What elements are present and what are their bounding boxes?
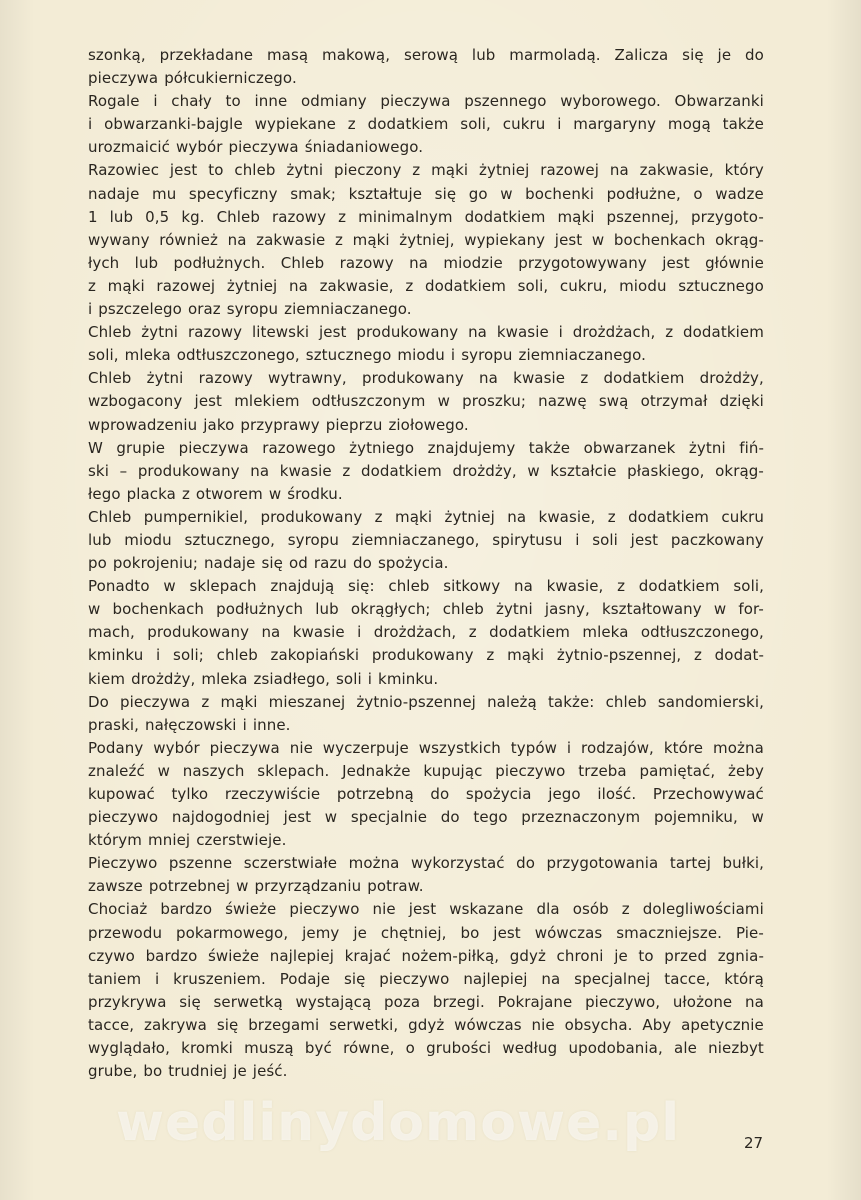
text-line: wywany również na zakwasie z mąki żytniej, wypiekany jest w bochenkach okrąg- bbox=[88, 230, 764, 249]
text-line: w bochenkach podłużnych lub okrągłych; chleb żytni jasny, kształtowany w for- bbox=[88, 600, 764, 619]
text-line: i obwarzanki-bajgle wypiekane z dodatkiem soli, cukru i margaryny mogą także bbox=[88, 115, 764, 134]
text-line: praski, nałęczowski i inne. bbox=[88, 715, 291, 734]
text-line: Do pieczywa z mąki mieszanej żytnio-pszennej należą także: chleb sandomierski, bbox=[88, 692, 764, 711]
text-line: zawsze potrzebnej w przyrządzaniu potraw. bbox=[88, 877, 424, 896]
text-line: Pieczywo pszenne sczerstwiałe można wykorzystać do przygotowania tartej bułki, bbox=[88, 854, 764, 873]
text-line: kupować tylko rzeczywiście potrzebną do spożycia jego ilość. Przechowywać bbox=[88, 785, 764, 803]
text-line: pieczywo najdogodniej jest w specjalnie do tego przeznaczonym pojemniku, w bbox=[88, 808, 764, 827]
text-line: znaleźć w naszych sklepach. Jednakże kupując pieczywo trzeba pamiętać, żeby bbox=[88, 761, 764, 780]
text-line: Razowiec jest to chleb żytni pieczony z mąki żytniej razowej na zakwasie, który bbox=[88, 161, 764, 180]
text-line: Chleb żytni razowy litewski jest produkowany na kwasie i drożdżach, z dodatkiem bbox=[88, 323, 764, 342]
text-line: którym mniej czerstwieje. bbox=[88, 831, 287, 850]
text-line: Chleb pumpernikiel, produkowany z mąki żytniej na kwasie, z dodatkiem cukru bbox=[88, 507, 764, 526]
text-line: wyglądało, kromki muszą być równe, o grubości według upodobania, ale niezbyt bbox=[88, 1039, 764, 1058]
text-line: przykrywa się serwetką wystającą poza brzegi. Pokrajane pieczywo, ułożone na bbox=[88, 992, 764, 1011]
text-line: łego placka z otworem w środku. bbox=[88, 484, 343, 503]
text-line: czywo bardzo świeże najlepiej krajać nożem-piłką, gdyż chroni je to przed zgnia- bbox=[88, 946, 764, 965]
text-line: kminku i soli; chleb zakopiański produkowany z mąki żytnio-pszennej, z dodat- bbox=[88, 646, 764, 665]
text-line: urozmaicić wybór pieczywa śniadaniowego. bbox=[88, 138, 424, 157]
page-number: 27 bbox=[744, 1134, 764, 1152]
text-line: łych lub podłużnych. Chleb razowy na miodzie przygotowywany jest głównie bbox=[88, 253, 764, 272]
text-line: wprowadzeniu jako przyprawy pieprzu ziołowego. bbox=[88, 415, 469, 434]
text-line: i pszczelego oraz syropu ziemniaczanego. bbox=[88, 300, 412, 319]
text-line: Chociaż bardzo świeże pieczywo nie jest wskazane dla osób z dolegliwościami bbox=[88, 900, 764, 919]
watermark: wedlinydomowe.pl bbox=[116, 1093, 681, 1153]
text-line: Ponadto w sklepach znajdują się: chleb sitkowy na kwasie, z dodatkiem soli, bbox=[88, 577, 764, 596]
text-line: lub miodu sztucznego, syropu ziemniaczanego, spirytusu i soli jest paczkowany bbox=[88, 530, 764, 549]
text-line: tacce, zakrywa się brzegami serwetki, gdyż wówczas nie obsycha. Aby apetycznie bbox=[88, 1015, 764, 1034]
body-text bbox=[88, 44, 764, 1083]
text-line: Chleb żytni razowy wytrawny, produkowany na kwasie z dodatkiem drożdży, bbox=[88, 369, 764, 388]
text-line: z mąki razowej żytniej na zakwasie, z dodatkiem soli, cukru, miodu sztucznego bbox=[88, 276, 764, 295]
text-line: nadaje mu specyficzny smak; kształtuje się go w bochenki podłużne, o wadze bbox=[88, 184, 764, 203]
text-line: przewodu pokarmowego, jemy je chętniej, bo jest wówczas smaczniejsze. Pie- bbox=[88, 923, 764, 942]
text-line: soli, mleka odtłuszczonego, sztucznego miodu i syropu ziemniaczanego. bbox=[88, 346, 647, 365]
text-line: Rogale i chały to inne odmiany pieczywa pszennego wyborowego. Obwarzanki bbox=[88, 92, 764, 111]
text-line: 1 lub 0,5 kg. Chleb razowy z minimalnym dodatkiem mąki pszennej, przygoto- bbox=[88, 207, 764, 226]
text-line: po pokrojeniu; nadaje się od razu do spożycia. bbox=[88, 554, 449, 573]
text-line: kiem drożdży, mleka zsiadłego, soli i kminku. bbox=[88, 669, 439, 688]
text-line: grube, bo trudniej je jeść. bbox=[88, 1062, 288, 1081]
text-line: W grupie pieczywa razowego żytniego znajdujemy także obwarzanek żytni fiń- bbox=[88, 438, 764, 457]
text-line: taniem i kruszeniem. Podaje się pieczywo najlepiej na specjalnej tacce, którą bbox=[88, 969, 764, 988]
text-line: ski – produkowany na kwasie z dodatkiem drożdży, w kształcie płaskiego, okrąg- bbox=[88, 461, 764, 480]
text-line: szonką, przekładane masą makową, serową lub marmoladą. Zalicza się je do bbox=[88, 46, 764, 64]
text-line: mach, produkowany na kwasie i drożdżach, z dodatkiem mleka odtłuszczonego, bbox=[88, 623, 764, 642]
text-line: Podany wybór pieczywa nie wyczerpuje wszystkich typów i rodzajów, które można bbox=[88, 738, 764, 757]
text-line: pieczywa półcukierniczego. bbox=[88, 69, 297, 88]
text-line: wzbogacony jest mlekiem odtłuszczonym w proszku; nazwę swą otrzymał dzięki bbox=[88, 392, 764, 411]
